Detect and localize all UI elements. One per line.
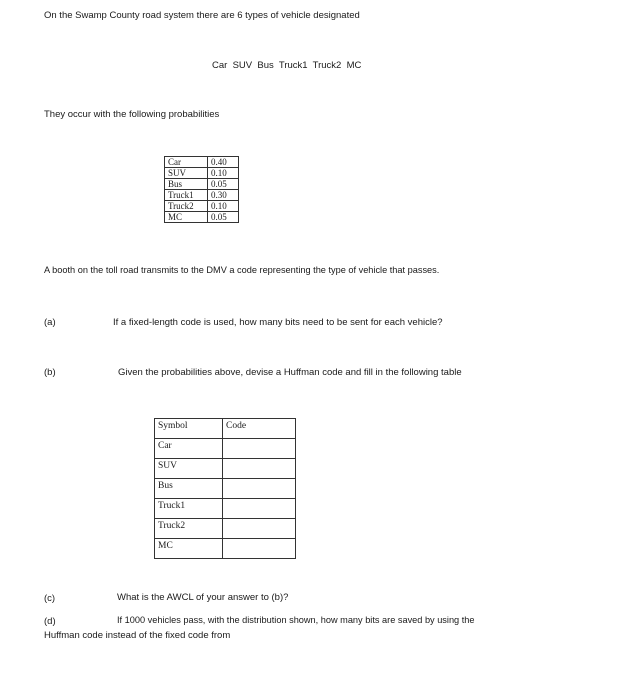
question-d-text: If 1000 vehicles pass, with the distribution shown, how many bits are saved by using the: [117, 615, 475, 625]
probability-cell: 0.05: [208, 179, 239, 190]
table-row: [155, 519, 296, 539]
intro-text: On the Swamp County road system there are 6 types of vehicle designated: [44, 10, 360, 21]
table-header-row: [155, 419, 296, 439]
table-row: [165, 168, 239, 179]
code-cell[interactable]: [223, 499, 296, 519]
symbol-cell: Truck2: [155, 519, 223, 539]
code-cell[interactable]: [223, 459, 296, 479]
table-row: [165, 179, 239, 190]
symbol-header: Symbol: [155, 419, 223, 439]
table-row: [155, 499, 296, 519]
vehicle-types: Car SUV Bus Truck1 Truck2 MC: [212, 60, 362, 71]
table-row: [165, 201, 239, 212]
probability-table: [164, 156, 239, 223]
probability-cell: 0.10: [208, 201, 239, 212]
symbol-cell: Truck1: [155, 499, 223, 519]
symbol-cell: Truck2: [165, 201, 208, 212]
probability-cell: 0.40: [208, 157, 239, 168]
question-b-text: Given the probabilities above, devise a Huffman code and fill in the following table: [118, 367, 462, 378]
question-b-label: (b): [44, 367, 56, 378]
symbol-cell: SUV: [165, 168, 208, 179]
question-d-label: (d): [44, 616, 56, 627]
booth-text: A booth on the toll road transmits to the DMV a code representing the type of vehicle that passes.: [44, 265, 440, 275]
symbol-cell: Bus: [155, 479, 223, 499]
question-a-label: (a): [44, 317, 56, 328]
code-cell[interactable]: [223, 539, 296, 559]
huffman-code-table: [154, 418, 296, 559]
table-row: [165, 212, 239, 223]
probability-cell: 0.10: [208, 168, 239, 179]
symbol-cell: Car: [155, 439, 223, 459]
table-row: [155, 539, 296, 559]
probabilities-intro: They occur with the following probabilities: [44, 109, 220, 120]
question-c-label: (c): [44, 593, 56, 604]
code-cell[interactable]: [223, 439, 296, 459]
symbol-cell: MC: [165, 212, 208, 223]
table-row: [155, 479, 296, 499]
probability-cell: 0.30: [208, 190, 239, 201]
code-cell[interactable]: [223, 519, 296, 539]
symbol-cell: Truck1: [165, 190, 208, 201]
symbol-cell: Bus: [165, 179, 208, 190]
question-d-text-continued: Huffman code instead of the fixed code from: [44, 630, 231, 641]
code-header: Code: [223, 419, 296, 439]
table-row: [165, 157, 239, 168]
symbol-cell: SUV: [155, 459, 223, 479]
code-cell[interactable]: [223, 479, 296, 499]
question-a-text: If a fixed-length code is used, how many bits need to be sent for each vehicle?: [113, 317, 443, 328]
table-row: [155, 459, 296, 479]
table-row: [165, 190, 239, 201]
probability-cell: 0.05: [208, 212, 239, 223]
symbol-cell: MC: [155, 539, 223, 559]
table-row: [155, 439, 296, 459]
symbol-cell: Car: [165, 157, 208, 168]
question-c-text: What is the AWCL of your answer to (b)?: [117, 592, 289, 603]
